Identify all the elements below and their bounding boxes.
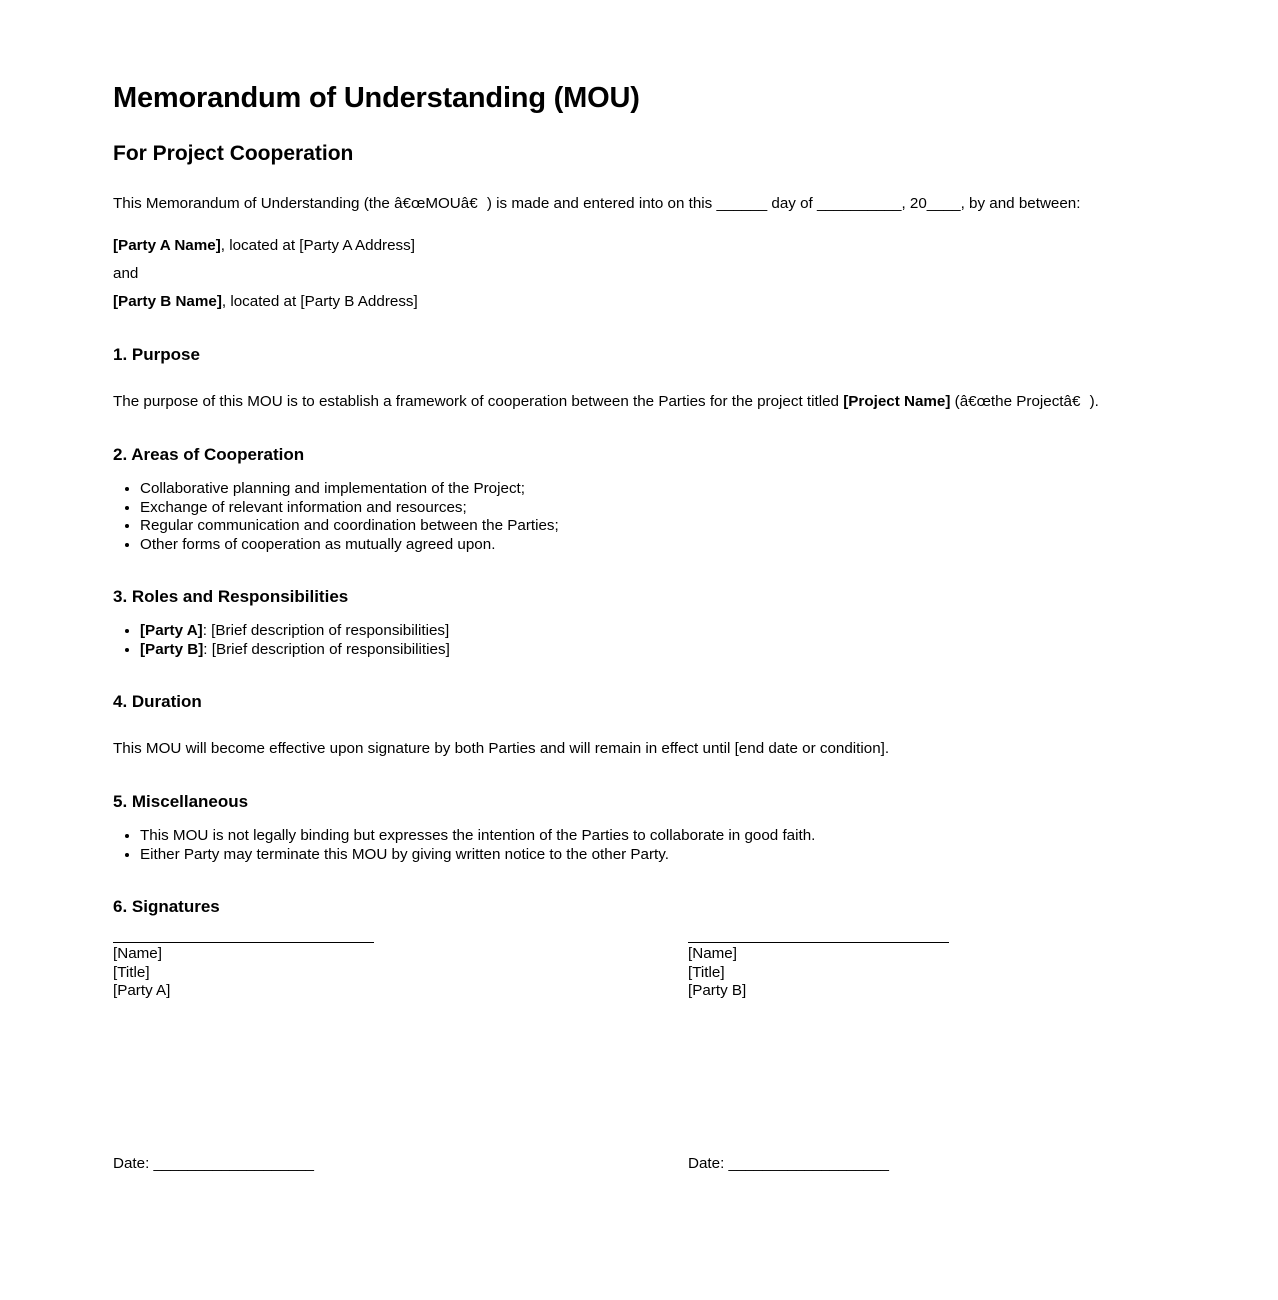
list-item: • This MOU is not legally binding but expresses the intention of the Parties to collaborate in good faith. xyxy=(140,827,1173,846)
signature-block-party-b xyxy=(688,942,988,1001)
section-heading-roles: 3. Roles and Responsibilities xyxy=(113,587,349,606)
signature-title-party-b: [Title] xyxy=(688,963,725,981)
date-row xyxy=(113,1154,1173,1184)
date-field-party-b[interactable]: Date: ___________________ xyxy=(688,1155,890,1172)
signature-party-label-a: [Party A] xyxy=(113,982,171,999)
signature-name-party-b: [Name] xyxy=(688,945,737,962)
signature-row xyxy=(113,942,1173,1062)
signature-area xyxy=(113,942,1173,1184)
intro-text-part1: This Memorandum of Understanding (the xyxy=(113,195,395,212)
section-heading-signatures: 6. Signatures xyxy=(113,897,220,916)
purpose-paragraph xyxy=(113,392,1173,412)
role-party-description: : [Brief description of responsibilities] xyxy=(203,640,450,658)
list-item: • Exchange of relevant information and resources; xyxy=(140,499,1173,518)
section-heading-duration: 4. Duration xyxy=(113,692,202,711)
page-title: Memorandum of Understanding (MOU) xyxy=(113,82,640,114)
project-name: [Project Name] xyxy=(843,393,951,410)
role-party-label: [Party B] xyxy=(140,640,204,658)
party-a-address: , located at [Party A Address] xyxy=(220,237,415,254)
signature-block-party-a xyxy=(113,942,413,1001)
document-subtitle: For Project Cooperation xyxy=(113,142,354,165)
signature-title-party-a: [Title] xyxy=(113,963,150,981)
party-a-name: [Party A Name] xyxy=(113,237,221,254)
list-item: • Either Party may terminate this MOU by giving written notice to the other Party. xyxy=(140,846,1173,865)
section-heading-purpose: 1. Purpose xyxy=(113,345,200,364)
signature-party-label-b: [Party B] xyxy=(688,982,747,999)
miscellaneous-list xyxy=(113,827,1173,864)
list-item: • Collaborative planning and implementation of the Project; xyxy=(140,480,1173,499)
party-b-line xyxy=(113,292,1173,312)
signature-line-party-a[interactable] xyxy=(113,942,374,943)
role-party-description: : [Brief description of responsibilities] xyxy=(202,622,450,639)
signature-line-party-b[interactable] xyxy=(688,942,949,943)
list-item: • Other forms of cooperation as mutually agreed upon. xyxy=(140,536,1173,555)
document-content xyxy=(113,78,1173,1172)
section-heading-areas: 2. Areas of Cooperation xyxy=(113,445,305,464)
signature-name-party-a: [Name] xyxy=(113,945,162,962)
areas-of-cooperation-list xyxy=(113,480,1173,554)
role-party-label: [Party A] xyxy=(140,622,203,639)
date-field-party-a[interactable]: Date: ___________________ xyxy=(113,1155,315,1172)
intro-paragraph xyxy=(113,194,1173,214)
intro-quoted-mou: â€œMOUâ€ xyxy=(394,195,487,212)
party-a-line xyxy=(113,236,1173,256)
purpose-text-part1: The purpose of this MOU is to establish a framework of cooperation between the Parties for the project titled xyxy=(113,393,844,410)
list-item: • Regular communication and coordination between the Parties; xyxy=(140,517,1173,536)
intro-text-part2: ) is made and entered into on this ______ day of __________, 20____, by and between: xyxy=(486,195,1081,212)
parties-conjunction: and xyxy=(113,265,139,282)
party-b-name: [Party B Name] xyxy=(113,293,222,310)
purpose-text-part2: (â€œthe Projectâ€). xyxy=(950,393,1099,410)
party-b-address: , located at [Party B Address] xyxy=(221,293,418,310)
list-item xyxy=(140,622,1173,641)
section-heading-miscellaneous: 5. Miscellaneous xyxy=(113,792,249,811)
duration-paragraph: This MOU will become effective upon signature by both Parties and will remain in effect until [end date or condition]. xyxy=(113,740,890,757)
roles-and-responsibilities-list xyxy=(113,622,1173,659)
list-item xyxy=(140,641,1173,660)
